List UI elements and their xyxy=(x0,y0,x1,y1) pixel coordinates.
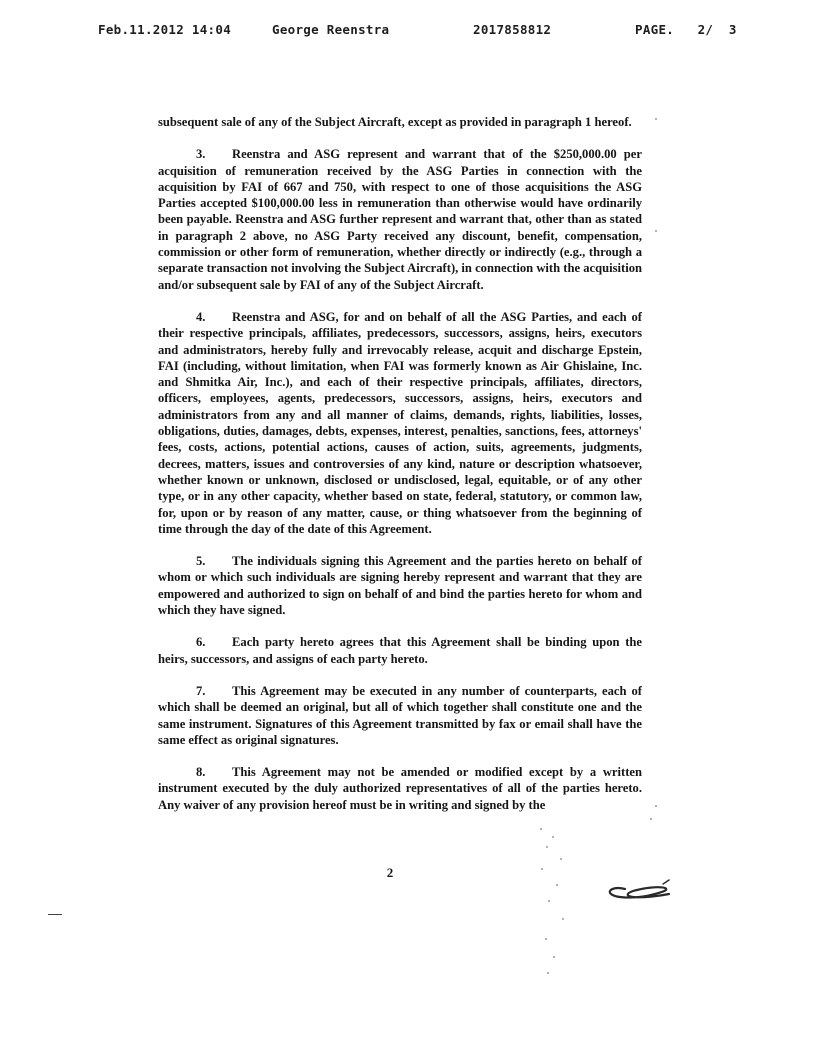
fax-number: 2017858812 xyxy=(473,22,552,37)
margin-mark xyxy=(48,914,62,915)
paragraph-7 xyxy=(158,683,642,748)
paragraph-number: 7. xyxy=(196,683,206,698)
paragraph-text: Each party hereto agrees that this Agreement shall be binding upon the heirs, successors, and assigns of each party hereto. xyxy=(158,635,642,666)
paragraph-5 xyxy=(158,553,642,618)
handwritten-initials-mark xyxy=(603,874,673,908)
paragraph-number: 3. xyxy=(196,147,206,162)
paragraph-text: Reenstra and ASG, for and on behalf of all the ASG Parties, and each of their respective principals, affiliates, predecessors, successors, assigns, heirs, executors and administrators, hereby fully and irrevocably release, acquit and discharge Epstein, FAI (including, without limitation, when FAI was formerly known as Air Ghislaine, Inc. and Shmitka Air, Inc.), and each of their respective principals, affiliates, directors, officers, employees, agents, predecessors, successors, assigns, heirs, executors and administrators from any and all manner of claims, demands, rights, liabilities, losses, obligations, duties, damages, debts, expenses, interest, penalties, sanctions, fees, attorneys' fees, costs, actions, potential actions, causes of action, suits, agreements, judgments, decrees, matters, issues and controversies of any kind, nature or description whatsoever, whether known or unknown, disclosed or undisclosed, legal, equitable, or of any other type, or in any other capacity, whether based on state, federal, statutory, or common law, for, upon or by reason of any matter, cause, or thing whatsoever from the beginning of time through the day of the date of this Agreement. xyxy=(158,309,642,536)
paragraph-text: The individuals signing this Agreement and the parties hereto on behalf of whom or which such individuals are signing hereby represent and warrant that they are empowered and authorized to sign on behalf of and bind the parties hereto for whom and which they have signed. xyxy=(158,554,642,618)
continuation-paragraph: subsequent sale of any of the Subject Aircraft, except as provided in paragraph 1 hereof. xyxy=(158,115,632,129)
paragraph-text: This Agreement may not be amended or modified except by a written instrument executed by the duly authorized representatives of all of the parties hereto. Any waiver of any provision hereof must be in writing and signed by the xyxy=(158,765,642,812)
paragraph-number: 4. xyxy=(196,309,206,324)
paragraph-number: 8. xyxy=(196,765,206,780)
paragraph-number: 6. xyxy=(196,635,206,650)
paragraph-text: Reenstra and ASG represent and warrant that of the $250,000.00 per acquisition of remuneration received by the ASG Parties in connection with the acquisition by FAI of 667 and 750, with respect to one of those acquisitions the ASG Parties accepted $100,000.00 less in remuneration than otherwise would have ordinarily been payable. Reenstra and ASG further represent and warrant that, other than as stated in paragraph 2 above, no ASG Party received any discount, benefit, compensation, commission or other form of remuneration, whether directly or indirectly (e.g., through a separate transaction not involving the Subject Aircraft), in connection with the acquisition and/or subsequent sale by FAI of any of the Subject Aircraft. xyxy=(158,147,642,292)
fax-date-time: Feb.11.2012 14:04 xyxy=(98,22,232,37)
paragraph-4 xyxy=(158,309,642,537)
fax-sender: George Reenstra xyxy=(272,22,390,37)
fax-page-indicator: PAGE. 2/ 3 xyxy=(635,22,737,37)
paragraph-8 xyxy=(158,764,642,813)
page-number: 2 xyxy=(386,865,394,880)
paragraph-3 xyxy=(158,146,642,293)
fax-header xyxy=(0,22,816,42)
paragraph-text: This Agreement may be executed in any number of counterparts, each of which shall be deemed an original, but all of which together shall constitute one and the same instrument. Signatures of this Agreement transmitted by fax or email shall have the same effect as original signatures. xyxy=(158,683,642,747)
document-body xyxy=(158,114,642,829)
paragraph-6 xyxy=(158,634,642,667)
paragraph-number: 5. xyxy=(196,554,206,569)
